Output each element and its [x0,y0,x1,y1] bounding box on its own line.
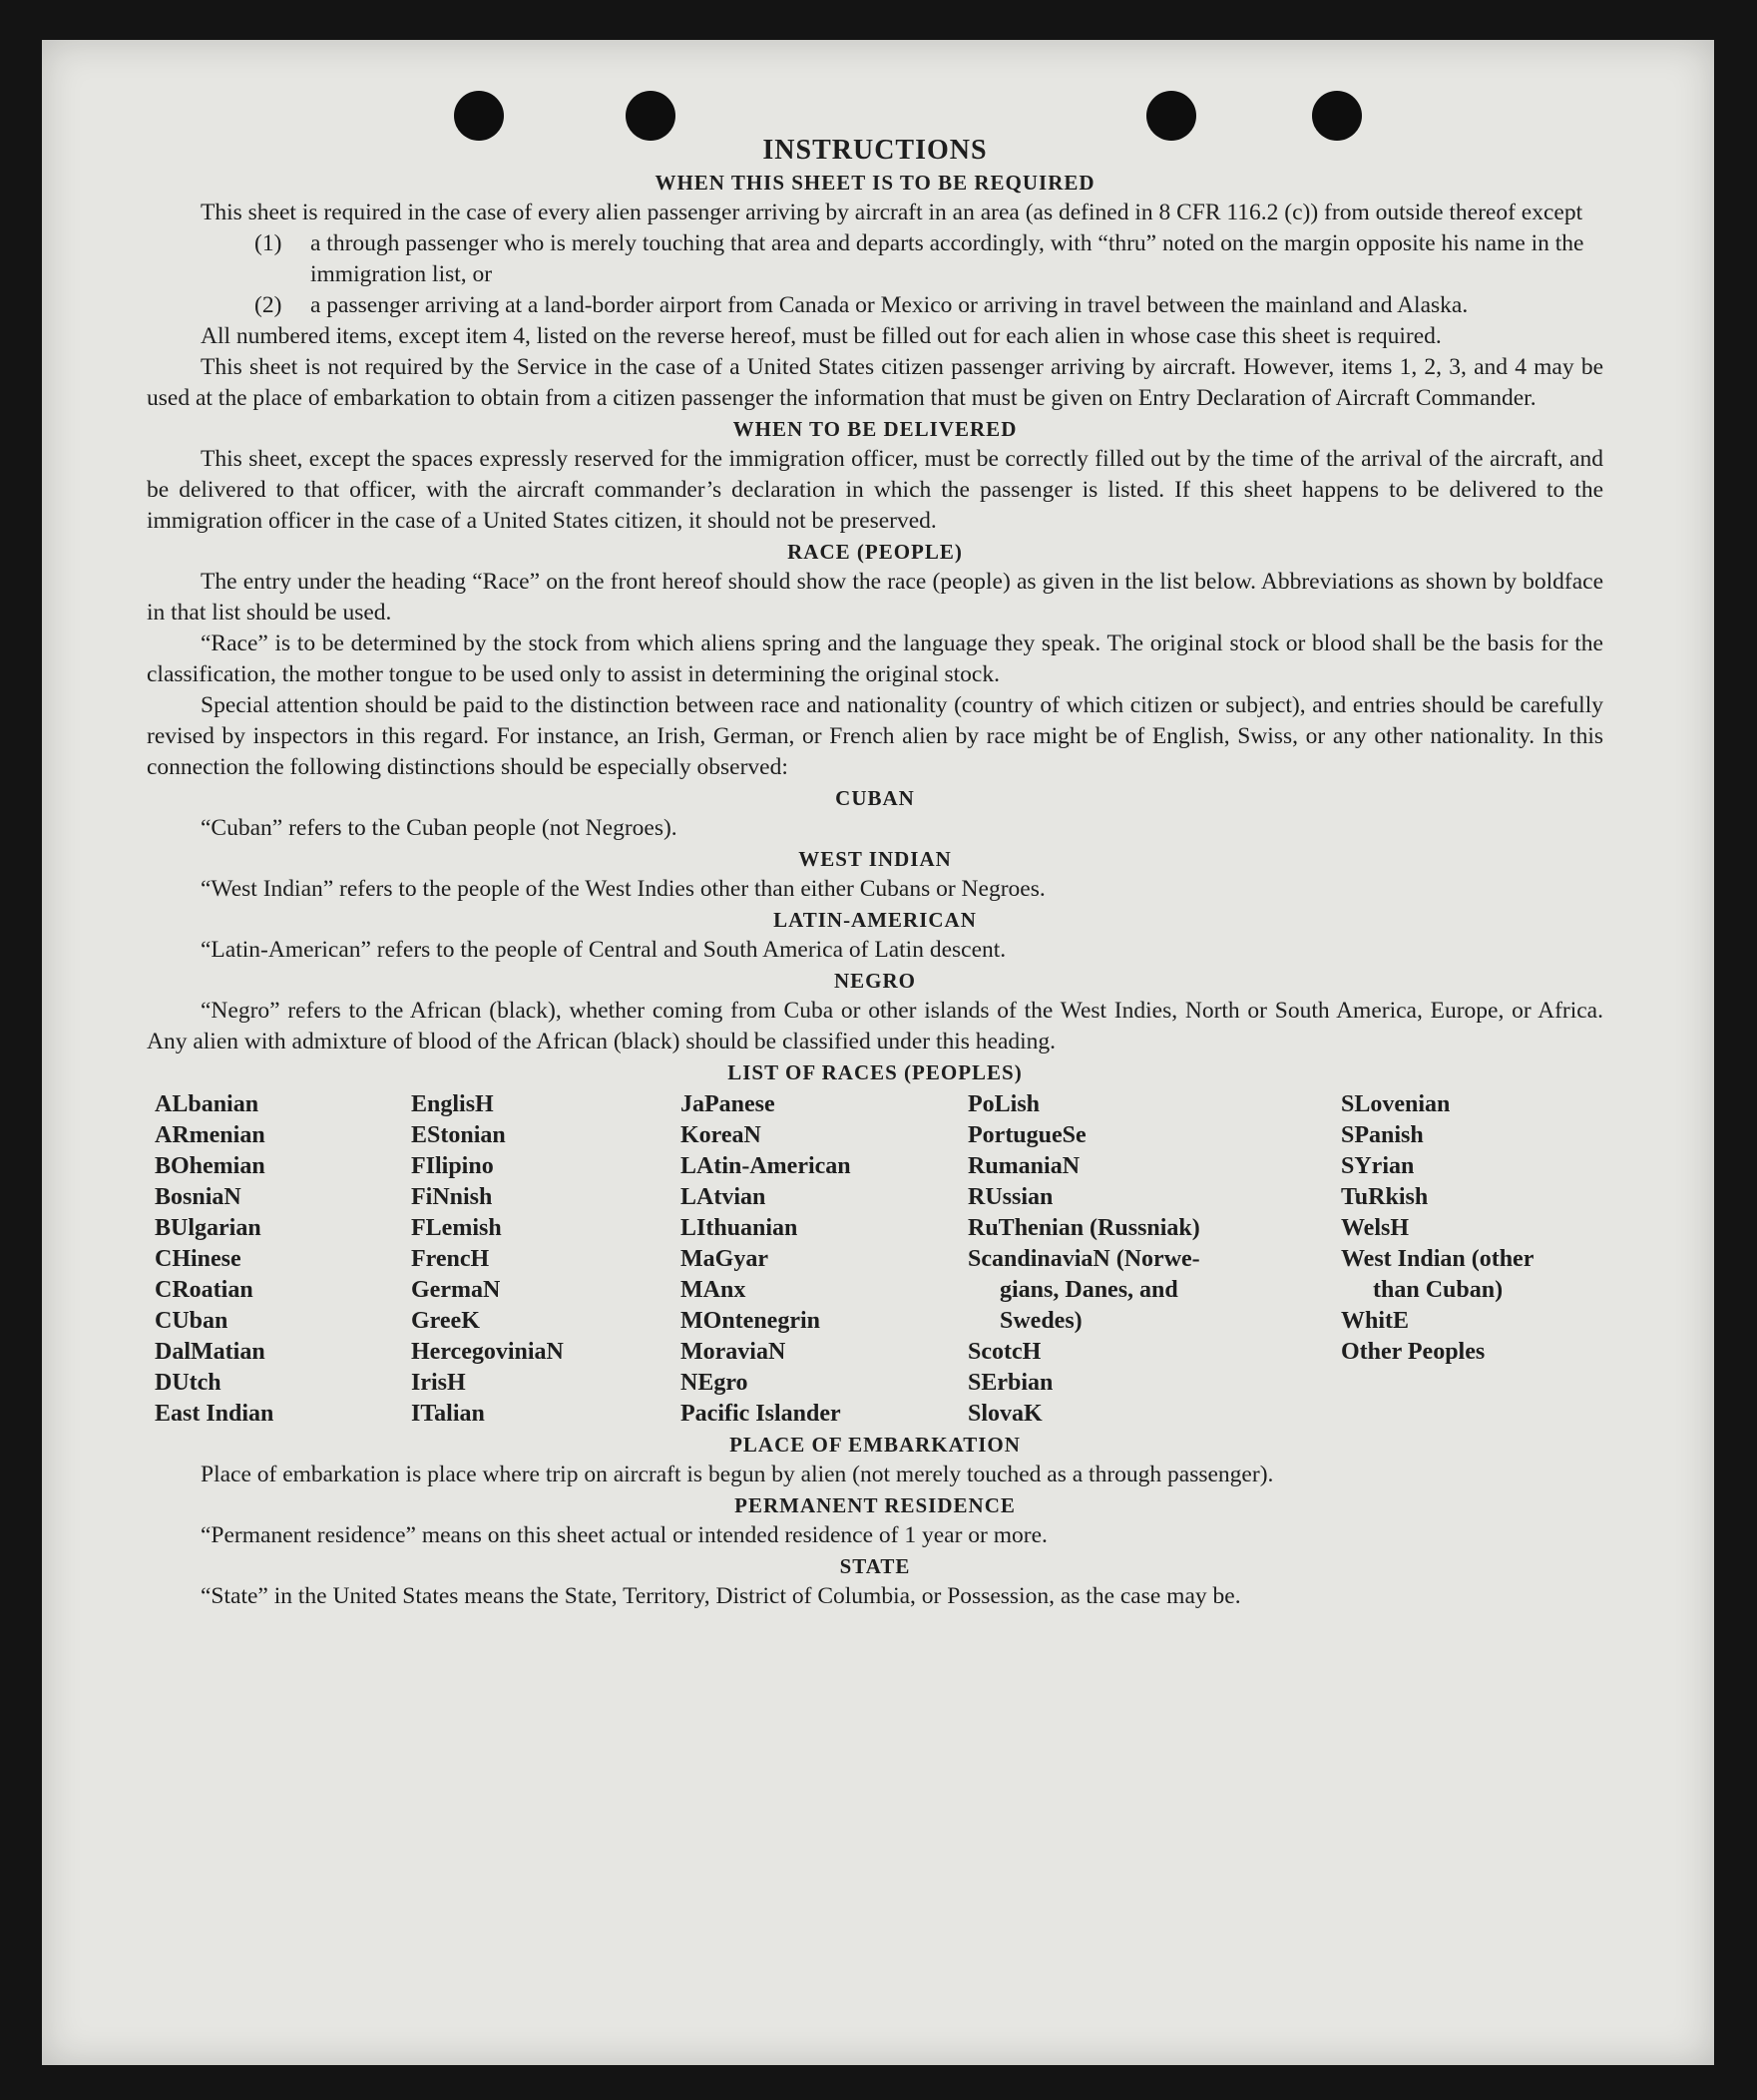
race-entry: ARmenian [155,1122,265,1148]
west-indian-definition: “West Indian” refers to the people of the West Indies other than either Cubans or Negroes. [201,876,1046,902]
race-entry: WhitE [1341,1308,1410,1334]
heading-when-delivered: WHEN TO BE DELIVERED [732,417,1018,441]
race-entry: LIthuanian [680,1215,798,1241]
race-paragraph-1: The entry under the heading “Race” on the front hereof should show the race (people) as given in the list below. Abbreviations as shown by boldface in that list should be used. [147,569,1603,626]
race-entry: PortugueSe [968,1122,1087,1148]
race-entry: FLemish [411,1215,502,1241]
race-entry: RUssian [968,1184,1054,1210]
item-text: a passenger arriving at a land-border airport from Canada or Mexico or arriving in travel between the mainland and Alaska. [310,292,1469,318]
race-entry: FiNnish [411,1184,493,1210]
heading-permanent-residence: PERMANENT RESIDENCE [734,1493,1016,1517]
punch-hole [626,91,675,141]
race-entry: LAtin-American [680,1153,851,1179]
race-entry: IrisH [411,1370,466,1396]
item-number: (1) [254,230,282,256]
item-number: (2) [254,292,282,318]
race-paragraph-3: Special attention should be paid to the distinction between race and nationality (country of which citizen or subject), and entries should be carefully revised by inspectors in this regard. For instance, an Irish, German, or French alien by race might be of English, Swiss, or any other nationality. In this connection the following distinctions should be especially observed: [147,692,1603,780]
numbered-items-paragraph: All numbered items, except item 4, listed on the reverse hereof, must be filled out for each alien in whose case this sheet is required. [201,323,1442,349]
race-entry: FrencH [411,1246,490,1272]
race-entry: DalMatian [155,1339,265,1365]
race-entry: West Indian (other [1341,1246,1535,1272]
race-paragraph-2: “Race” is to be determined by the stock from which aliens spring and the language they speak. The original stock or blood shall be the basis for the classification, the mother tongue to be used only to assist in determining the original stock. [147,630,1603,687]
punch-hole [454,91,504,141]
document-page [42,40,1714,2065]
heading-cuban: CUBAN [835,786,915,810]
race-entry: ScotcH [968,1339,1042,1365]
race-entry: CRoatian [155,1277,253,1303]
race-entry: EStonian [411,1122,506,1148]
heading-latin-american: LATIN-AMERICAN [773,908,977,932]
race-entry: Pacific Islander [680,1401,841,1427]
race-entry: HercegoviniaN [411,1339,564,1365]
race-entry: MAnx [680,1277,746,1303]
race-entry: East Indian [155,1401,274,1427]
heading-west-indian: WEST INDIAN [798,847,952,871]
punch-hole [1146,91,1196,141]
race-entry: GermaN [411,1277,501,1303]
heading-embarkation: PLACE OF EMBARKATION [729,1433,1021,1457]
race-entry: ALbanian [155,1091,259,1117]
race-entry: BosniaN [155,1184,241,1210]
exception-item [147,290,1603,321]
races-column-1 [147,1089,411,1430]
race-entry: Swedes) [1000,1308,1083,1334]
embarkation-text: Place of embarkation is place where trip on aircraft is begun by alien (not merely touched as a through passenger). [201,1462,1274,1487]
heading-list-of-races: LIST OF RACES (PEOPLES) [727,1060,1023,1084]
race-entry: TuRkish [1341,1184,1429,1210]
races-column-3 [680,1089,968,1430]
instructions-body [147,135,1603,1612]
race-entry: JaPanese [680,1091,775,1117]
negro-definition: “Negro” refers to the African (black), whether coming from Cuba or other islands of the West Indies, North or South America, Europe, or Africa. Any alien with admixture of blood of the African (black) should be classified under this heading. [147,998,1603,1054]
race-entry: gians, Danes, and [1000,1277,1178,1303]
race-entry: CHinese [155,1246,241,1272]
heading-when-required: WHEN THIS SHEET IS TO BE REQUIRED [655,171,1096,195]
race-entry: WelsH [1341,1215,1410,1241]
race-entry: Other Peoples [1341,1339,1486,1365]
race-entry: NEgro [680,1370,748,1396]
race-entry: SErbian [968,1370,1054,1396]
when-delivered-text: This sheet, except the spaces expressly reserved for the immigration officer, must be correctly filled out by the time of the arrival of the aircraft, and be delivered to that officer, with the aircraft commander’s declaration in which the passenger is listed. If this sheet happens to be delivered to the immigration officer in the case of a United States citizen, it should not be preserved. [147,446,1603,534]
races-column-4 [968,1089,1341,1430]
race-entry: MoraviaN [680,1339,786,1365]
race-entry: SPanish [1341,1122,1424,1148]
punch-hole [1312,91,1362,141]
race-entry: EnglisH [411,1091,494,1117]
race-entry: BUlgarian [155,1215,261,1241]
race-entry: KoreaN [680,1122,761,1148]
race-entry: FIlipino [411,1153,494,1179]
race-entry: MaGyar [680,1246,768,1272]
citizen-paragraph: This sheet is not required by the Service in the case of a United States citizen passenger arriving by aircraft. However, items 1, 2, 3, and 4 may be used at the place of embarkation to obtain from a citizen passenger the information that must be given on Entry Declaration of Aircraft Commander. [147,354,1603,411]
race-entry: BOhemian [155,1153,265,1179]
race-entry: ITalian [411,1401,485,1427]
race-entry: GreeK [411,1308,480,1334]
race-entry: DUtch [155,1370,221,1396]
exception-item [147,228,1603,290]
race-entry: LAtvian [680,1184,766,1210]
races-column-2 [411,1089,680,1430]
race-entry: RuThenian (Russniak) [968,1215,1200,1241]
cuban-definition: “Cuban” refers to the Cuban people (not Negroes). [201,815,677,841]
race-entry: SLovenian [1341,1091,1451,1117]
race-entry: MOntenegrin [680,1308,820,1334]
state-text: “State” in the United States means the State, Territory, District of Columbia, or Possession, as the case may be. [201,1583,1241,1609]
race-entry: than Cuban) [1373,1277,1504,1303]
heading-state: STATE [839,1554,911,1578]
heading-race: RACE (PEOPLE) [787,540,963,564]
race-entry: RumaniaN [968,1153,1081,1179]
page-title: INSTRUCTIONS [762,135,988,166]
heading-negro: NEGRO [833,969,916,993]
when-required-intro: This sheet is required in the case of every alien passenger arriving by aircraft in an area (as defined in 8 CFR 116.2 (c)) from outside thereof except [201,200,1583,225]
races-list [147,1089,1603,1430]
item-text: a through passenger who is merely touching that area and departs accordingly, with “thru” noted on the margin opposite his name in the immigration list, or [310,230,1584,287]
races-column-5 [1341,1089,1600,1430]
permanent-residence-text: “Permanent residence” means on this sheet actual or intended residence of 1 year or more. [201,1522,1048,1548]
race-entry: CUban [155,1308,228,1334]
race-entry: SlovaK [968,1401,1043,1427]
race-entry: SYrian [1341,1153,1415,1179]
race-entry: PoLish [968,1091,1041,1117]
race-entry: ScandinaviaN (Norwe- [968,1246,1200,1272]
latin-american-definition: “Latin-American” refers to the people of Central and South America of Latin descent. [201,937,1007,963]
